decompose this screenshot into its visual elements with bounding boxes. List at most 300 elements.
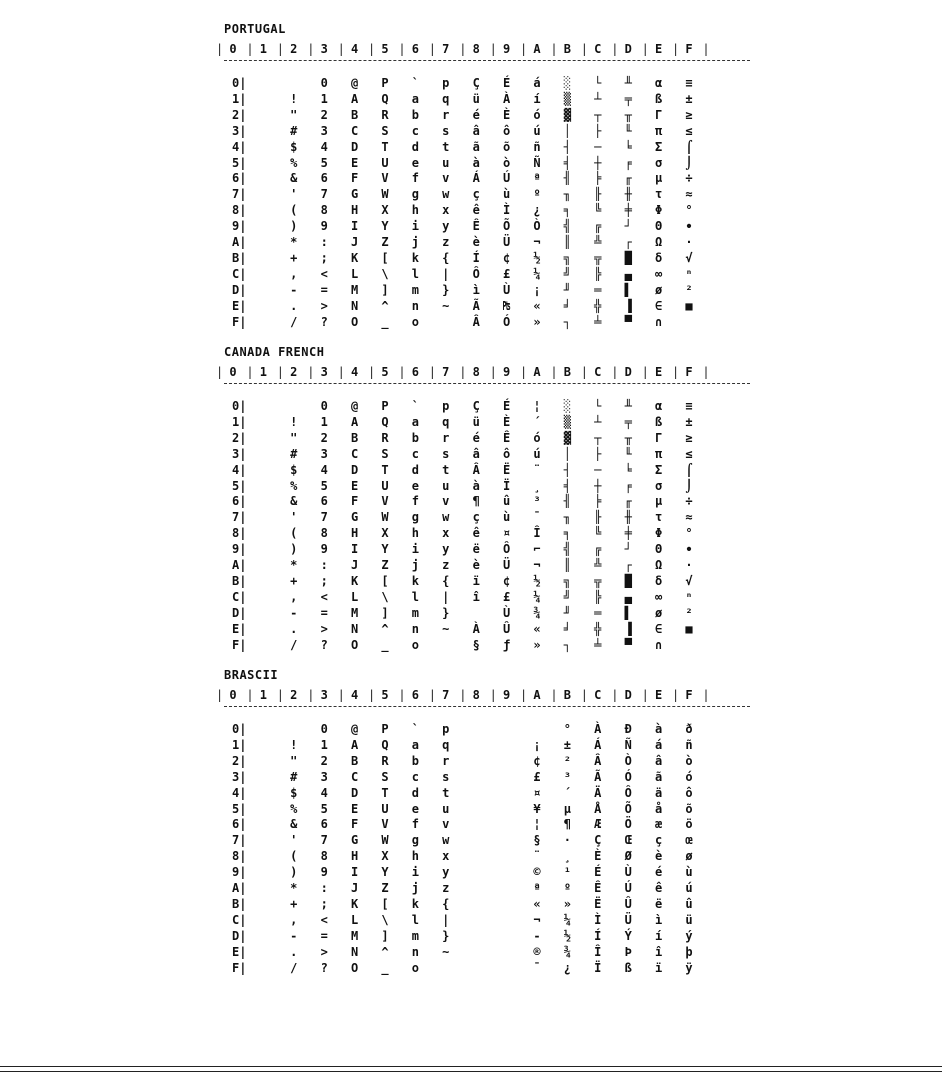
char-cell: # [290, 446, 298, 461]
char-cell: ╤ [624, 414, 632, 429]
char-cell: ¿ [563, 960, 571, 975]
column-separator: | [489, 365, 497, 379]
char-cell: H [350, 849, 359, 864]
char-cell: ⌡ [685, 155, 693, 170]
char-cell: Â [472, 314, 480, 329]
char-cell: @ [350, 722, 359, 736]
char-cell: . [290, 621, 298, 636]
char-cell: π [654, 446, 663, 461]
char-cell: D [350, 462, 359, 477]
char-cell: 1 [320, 91, 328, 106]
row-label: F| [232, 637, 247, 652]
char-cell: ╦ [594, 250, 602, 265]
char-cell: ┘ [624, 542, 632, 557]
char-cell: ú [685, 881, 693, 895]
char-cell: 8 [320, 526, 328, 541]
char-cell: s [442, 123, 450, 138]
column-header: C [594, 42, 602, 56]
char-cell: ┼ [594, 478, 602, 493]
column-separator: | [702, 365, 710, 379]
char-cell: u [442, 478, 450, 493]
char-cell: Σ [654, 462, 663, 477]
row-label: 9| [232, 219, 247, 234]
char-cell: ¸ [563, 849, 571, 864]
column-header: B [563, 688, 571, 702]
char-cell: | [442, 912, 450, 927]
char-cell: e [411, 155, 419, 170]
char-cell: h [411, 849, 419, 864]
char-cell: ç [654, 833, 663, 848]
char-cell: \ [381, 589, 389, 604]
char-cell: ▌ [624, 605, 632, 620]
column-separator: | [672, 42, 680, 56]
column-header: 7 [442, 42, 450, 56]
char-cell: Â [472, 462, 480, 477]
char-cell: k [411, 250, 419, 265]
char-cell: ─ [594, 462, 602, 477]
char-cell: e [411, 478, 419, 493]
char-cell: G [350, 833, 359, 848]
char-cell: u [442, 801, 450, 816]
char-cell: 7 [320, 187, 328, 202]
header-rule [224, 383, 750, 384]
char-cell: w [442, 833, 450, 848]
row-label: A| [232, 235, 247, 249]
column-header: 4 [350, 688, 359, 702]
char-cell: ] [381, 605, 389, 620]
char-cell: Ê [594, 881, 602, 895]
char-cell: ≥ [685, 430, 693, 445]
char-cell: µ [654, 494, 663, 509]
char-cell: d [411, 462, 419, 477]
char-cell: n [411, 944, 419, 959]
char-cell: # [290, 123, 298, 138]
column-separator: | [276, 365, 285, 379]
char-cell: Γ [654, 107, 663, 122]
char-cell: ╖ [563, 187, 571, 202]
char-cell: ⌠ [685, 139, 693, 154]
char-cell: § [533, 833, 541, 848]
char-cell: o [411, 637, 419, 652]
char-cell: Ë [502, 462, 511, 477]
column-separator: | [520, 688, 528, 702]
column-header: 4 [350, 365, 359, 379]
char-cell: ? [320, 960, 328, 975]
char-cell: p [442, 76, 450, 90]
char-cell: ╛ [563, 298, 571, 313]
char-cell: ∙ [685, 219, 693, 234]
char-cell: N [350, 944, 359, 959]
column-separator: | [337, 365, 345, 379]
char-cell: , [290, 912, 298, 927]
char-cell: Ï [502, 478, 511, 493]
row-label: 0| [232, 76, 247, 90]
column-separator: | [702, 42, 710, 56]
char-cell: Ê [472, 219, 480, 234]
char-cell: ┬ [594, 107, 602, 122]
row-label: 2| [232, 430, 247, 445]
column-separator: | [459, 42, 467, 56]
column-separator: | [550, 688, 558, 702]
column-header: D [624, 365, 632, 379]
column-header: F [685, 688, 693, 702]
char-cell: A [350, 91, 359, 106]
char-cell: X [381, 526, 389, 541]
char-cell: : [320, 881, 328, 895]
char-cell: ∙ [685, 542, 693, 557]
char-cell: │ [563, 123, 571, 138]
row-label: 8| [232, 526, 247, 541]
column-header: 0 [229, 365, 237, 379]
char-cell: W [381, 833, 389, 848]
char-cell: X [381, 203, 389, 218]
column-separator: | [276, 688, 285, 702]
char-cell: ú [533, 123, 541, 138]
char-cell: ⌐ [533, 542, 541, 557]
char-cell: ≤ [685, 446, 693, 461]
row-label: D| [232, 605, 247, 620]
char-cell: O [350, 314, 359, 329]
char-cell: l [411, 589, 419, 604]
char-cell: Ã [472, 298, 480, 313]
char-cell: ╫ [624, 510, 632, 525]
char-cell: ╢ [563, 171, 571, 186]
char-cell: V [381, 817, 389, 832]
char-cell: ■ [685, 621, 693, 636]
char-cell: * [290, 235, 298, 249]
row-label: 8| [232, 849, 247, 864]
char-cell: È [594, 849, 602, 864]
char-cell: q [442, 737, 450, 752]
char-cell: ─ [594, 139, 602, 154]
char-cell: ▒ [563, 414, 571, 429]
char-cell: u [442, 155, 450, 170]
char-cell: l [411, 266, 419, 281]
char-cell: » [563, 896, 571, 911]
column-header: 8 [472, 42, 480, 56]
char-cell: d [411, 785, 419, 800]
char-cell: δ [654, 573, 663, 588]
char-cell: y [442, 219, 450, 234]
char-cell: Q [381, 737, 389, 752]
char-cell: î [654, 944, 663, 959]
char-cell: É [594, 865, 602, 880]
char-cell: ┤ [563, 462, 571, 477]
char-cell: Ô [502, 542, 511, 557]
char-cell: ç [472, 510, 480, 525]
char-cell: 5 [320, 801, 328, 816]
row-label: 5| [232, 801, 247, 816]
char-cell: ▓ [563, 107, 571, 122]
char-cell: ╬ [594, 621, 602, 636]
char-cell: ╒ [624, 478, 632, 493]
char-cell: $ [290, 785, 298, 800]
column-separator: | [337, 42, 345, 56]
char-cell: { [442, 250, 450, 265]
char-cell: 4 [320, 462, 328, 477]
char-cell: √ [685, 250, 693, 265]
char-cell: ╩ [594, 558, 602, 572]
char-cell: ù [502, 187, 511, 202]
char-cell: 6 [320, 171, 328, 186]
char-cell: Ç [594, 833, 602, 848]
char-cell: τ [654, 510, 663, 525]
column-header: A [533, 688, 541, 702]
char-cell: 3 [320, 446, 328, 461]
char-cell: ╗ [563, 573, 571, 588]
char-cell: É [502, 399, 511, 413]
column-header: 1 [259, 688, 267, 702]
char-cell: ≈ [685, 187, 693, 202]
char-cell: ¢ [502, 250, 511, 265]
char-cell: : [320, 235, 328, 249]
char-cell: . [290, 298, 298, 313]
char-cell: ╕ [563, 526, 571, 541]
column-header: 9 [502, 688, 511, 702]
char-cell: w [442, 187, 450, 202]
char-cell: À [502, 91, 511, 106]
char-cell: Î [594, 944, 602, 959]
char-cell: ¬ [533, 912, 541, 927]
char-cell: r [442, 107, 450, 122]
char-cell: : [320, 558, 328, 572]
char-cell: ∈ [654, 621, 663, 636]
column-separator: | [398, 42, 406, 56]
char-cell: ╜ [563, 282, 571, 297]
row-label: B| [232, 573, 247, 588]
column-header: 8 [472, 688, 480, 702]
char-cell: ÷ [685, 171, 693, 186]
char-cell: C [350, 123, 359, 138]
column-header: 3 [320, 42, 328, 56]
column-separator: | [398, 365, 406, 379]
char-cell: ╪ [624, 203, 632, 218]
char-cell: ∞ [654, 266, 663, 281]
footer-rule-top [0, 1066, 942, 1067]
char-cell: Á [472, 171, 480, 186]
char-cell: ╟ [594, 510, 602, 525]
char-cell: ¤ [533, 785, 541, 800]
char-cell: , [290, 266, 298, 281]
char-cell: ¶ [472, 494, 480, 509]
char-cell: @ [350, 399, 359, 413]
char-cell: L [350, 589, 359, 604]
column-separator: | [368, 688, 376, 702]
char-cell: Û [502, 621, 511, 636]
char-cell: ù [685, 865, 693, 880]
char-cell: ╓ [624, 494, 632, 509]
row-label: D| [232, 928, 247, 943]
char-cell: ╔ [594, 219, 602, 234]
char-cell: Θ [654, 542, 663, 557]
char-cell: s [442, 769, 450, 784]
char-cell: 9 [320, 219, 328, 234]
char-cell: $ [290, 462, 298, 477]
char-cell: f [411, 817, 419, 832]
char-cell: Ù [502, 282, 511, 297]
header-rule [224, 60, 750, 61]
char-cell: » [533, 637, 541, 652]
char-cell: Ó [502, 314, 511, 329]
char-cell: ^ [381, 944, 389, 959]
char-cell: ¬ [533, 235, 541, 249]
char-cell: ! [290, 737, 298, 752]
char-cell: k [411, 896, 419, 911]
char-cell: é [472, 107, 480, 122]
char-cell: Q [381, 414, 389, 429]
char-cell: √ [685, 573, 693, 588]
char-cell: - [290, 605, 298, 620]
column-header: 3 [320, 688, 328, 702]
char-cell: m [411, 282, 419, 297]
char-cell: ~ [442, 298, 450, 313]
char-cell: g [411, 833, 419, 848]
char-cell: g [411, 510, 419, 525]
char-cell: C [350, 446, 359, 461]
char-cell: ╝ [563, 589, 571, 604]
char-cell: G [350, 187, 359, 202]
char-cell: Ô [624, 785, 632, 800]
char-cell: , [290, 589, 298, 604]
char-cell: r [442, 430, 450, 445]
char-cell: ª [533, 171, 541, 186]
char-cell: ⁿ [685, 266, 693, 281]
row-label: 5| [232, 155, 247, 170]
char-cell: π [654, 123, 663, 138]
char-cell: Ç [472, 399, 480, 413]
char-cell: ╚ [594, 526, 602, 541]
char-cell: ╜ [563, 605, 571, 620]
char-cell: X [381, 849, 389, 864]
char-cell: Þ [624, 944, 632, 959]
column-header: 9 [502, 42, 511, 56]
char-cell: ò [685, 753, 693, 768]
char-cell: ² [685, 282, 693, 297]
char-cell: x [442, 203, 450, 218]
char-cell: └ [594, 399, 602, 413]
char-cell: ┤ [563, 139, 571, 154]
char-cell: \ [381, 266, 389, 281]
char-cell: Û [624, 896, 632, 911]
char-cell: + [290, 250, 298, 265]
char-cell: ï [654, 960, 663, 975]
char-cell: B [350, 753, 359, 768]
char-cell: _ [381, 314, 389, 329]
char-cell: ä [654, 785, 663, 800]
table-title: CANADA FRENCH [224, 345, 325, 359]
char-cell: % [290, 155, 298, 170]
table-title: PORTUGAL [224, 22, 286, 36]
char-cell: ║ [563, 235, 571, 249]
column-separator: | [550, 42, 558, 56]
row-label: 7| [232, 833, 247, 848]
char-cell: ÿ [685, 960, 693, 975]
char-cell: c [411, 123, 419, 138]
column-header: E [654, 688, 663, 702]
column-separator: | [459, 365, 467, 379]
char-cell: £ [502, 266, 511, 281]
char-cell: ± [563, 737, 571, 752]
char-cell: δ [654, 250, 663, 265]
char-cell: o [411, 960, 419, 975]
char-cell: s [442, 446, 450, 461]
row-label: F| [232, 314, 247, 329]
char-cell: ³ [533, 494, 541, 509]
char-cell: ╪ [624, 526, 632, 541]
column-header: F [685, 42, 693, 56]
char-cell: I [350, 865, 359, 880]
char-cell: Ü [624, 912, 632, 927]
char-cell: │ [563, 446, 571, 461]
char-cell: t [442, 462, 450, 477]
char-cell: i [411, 865, 419, 880]
char-cell: ⌠ [685, 462, 693, 477]
char-cell: ~ [442, 621, 450, 636]
column-separator: | [398, 688, 406, 702]
column-header: C [594, 688, 602, 702]
char-cell: ╫ [624, 187, 632, 202]
char-cell: Ò [533, 219, 541, 234]
char-cell: Ç [472, 76, 480, 90]
char-cell: z [442, 558, 450, 572]
char-cell: 0 [320, 722, 328, 736]
char-cell: ¯ [533, 960, 541, 975]
char-cell: _ [381, 960, 389, 975]
column-header: 0 [229, 688, 237, 702]
table-title: BRASCII [224, 668, 279, 682]
char-cell: > [320, 944, 328, 959]
char-cell: ^ [381, 298, 389, 313]
char-cell: ▒ [563, 91, 571, 106]
column-header: C [594, 365, 602, 379]
char-cell: ± [685, 91, 693, 106]
footer-rule-bottom [0, 1071, 942, 1072]
char-cell: ┌ [624, 558, 632, 572]
column-header: 8 [472, 365, 480, 379]
char-cell: d [411, 139, 419, 154]
char-cell: b [411, 753, 419, 768]
char-cell: Ω [654, 558, 663, 572]
char-cell: < [320, 912, 328, 927]
char-cell: í [533, 91, 541, 106]
char-cell: Z [381, 881, 389, 895]
char-cell: ] [381, 282, 389, 297]
char-cell: 3 [320, 769, 328, 784]
char-cell: U [381, 155, 389, 170]
char-cell: Ò [624, 753, 632, 768]
char-cell: « [533, 298, 541, 313]
char-cell: r [442, 753, 450, 768]
char-cell: ø [654, 605, 663, 620]
row-label: 3| [232, 769, 247, 784]
column-separator: | [580, 365, 589, 379]
code-table [0, 668, 942, 998]
column-separator: | [520, 42, 528, 56]
char-cell: 2 [320, 107, 328, 122]
char-cell: H [350, 203, 359, 218]
char-cell: À [594, 722, 602, 736]
char-cell: R [381, 753, 389, 768]
char-cell: µ [563, 801, 571, 816]
char-cell: ≥ [685, 107, 693, 122]
char-cell: á [533, 76, 541, 90]
char-cell: I [350, 219, 359, 234]
char-cell: à [654, 722, 663, 736]
char-cell: 5 [320, 478, 328, 493]
char-cell: ø [654, 282, 663, 297]
char-cell: ë [472, 542, 480, 557]
char-cell: í [654, 928, 663, 943]
